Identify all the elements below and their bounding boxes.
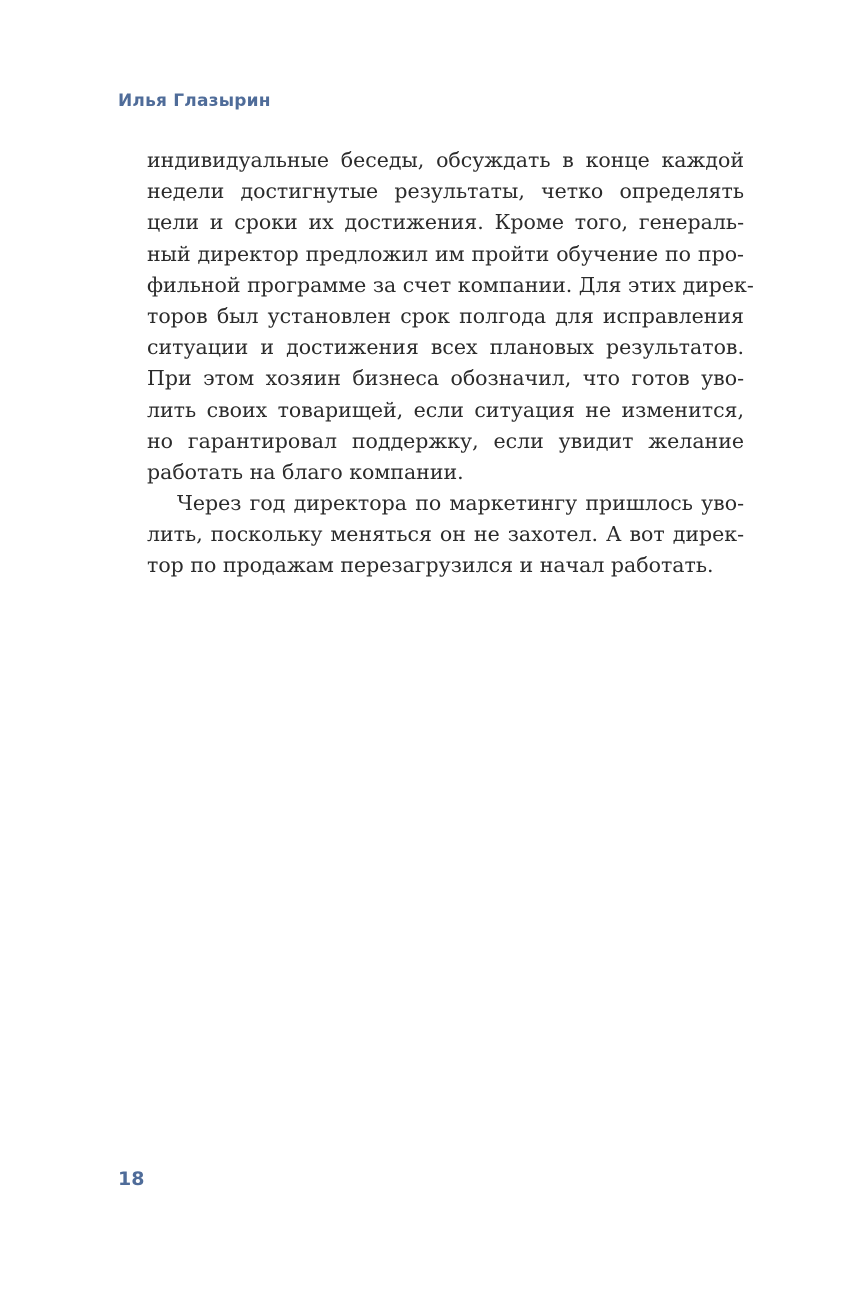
- text-line: индивидуальные беседы, обсуждать в конце каждой: [147, 148, 744, 172]
- text-line: но гарантировал поддержку, если увидит желание: [147, 428, 744, 453]
- text-line: лить своих товарищей, если ситуация не изменится,: [147, 397, 744, 422]
- paragraph-1: [147, 145, 754, 488]
- body-text: [147, 145, 754, 582]
- text-line: При этом хозяин бизнеса обозначил, что готов уво-: [147, 366, 744, 391]
- text-line: фильной программе за счет компании. Для этих дирек-: [147, 272, 754, 297]
- text-line: ситуации и достижения всех плановых результатов.: [147, 335, 744, 360]
- page-number: 18: [118, 1168, 145, 1190]
- text-line: работать на благо компании.: [147, 459, 464, 484]
- running-head-author: Илья Глазырин: [118, 91, 271, 111]
- text-line: недели достигнутые результаты, четко определять: [147, 179, 744, 204]
- paragraph-2: [147, 488, 744, 582]
- text-line: цели и сроки их достижения. Кроме того, генераль-: [147, 210, 744, 235]
- text-line: тор по продажам перезагрузился и начал работать.: [147, 553, 714, 578]
- text-line: лить, поскольку меняться он не захотел. А вот дирек-: [147, 522, 744, 547]
- text-line: ный директор предложил им пройти обучение по про-: [147, 241, 744, 266]
- text-line: торов был установлен срок полгода для исправления: [147, 303, 744, 328]
- text-line: Через год директора по маркетингу пришлось уво-: [177, 491, 744, 516]
